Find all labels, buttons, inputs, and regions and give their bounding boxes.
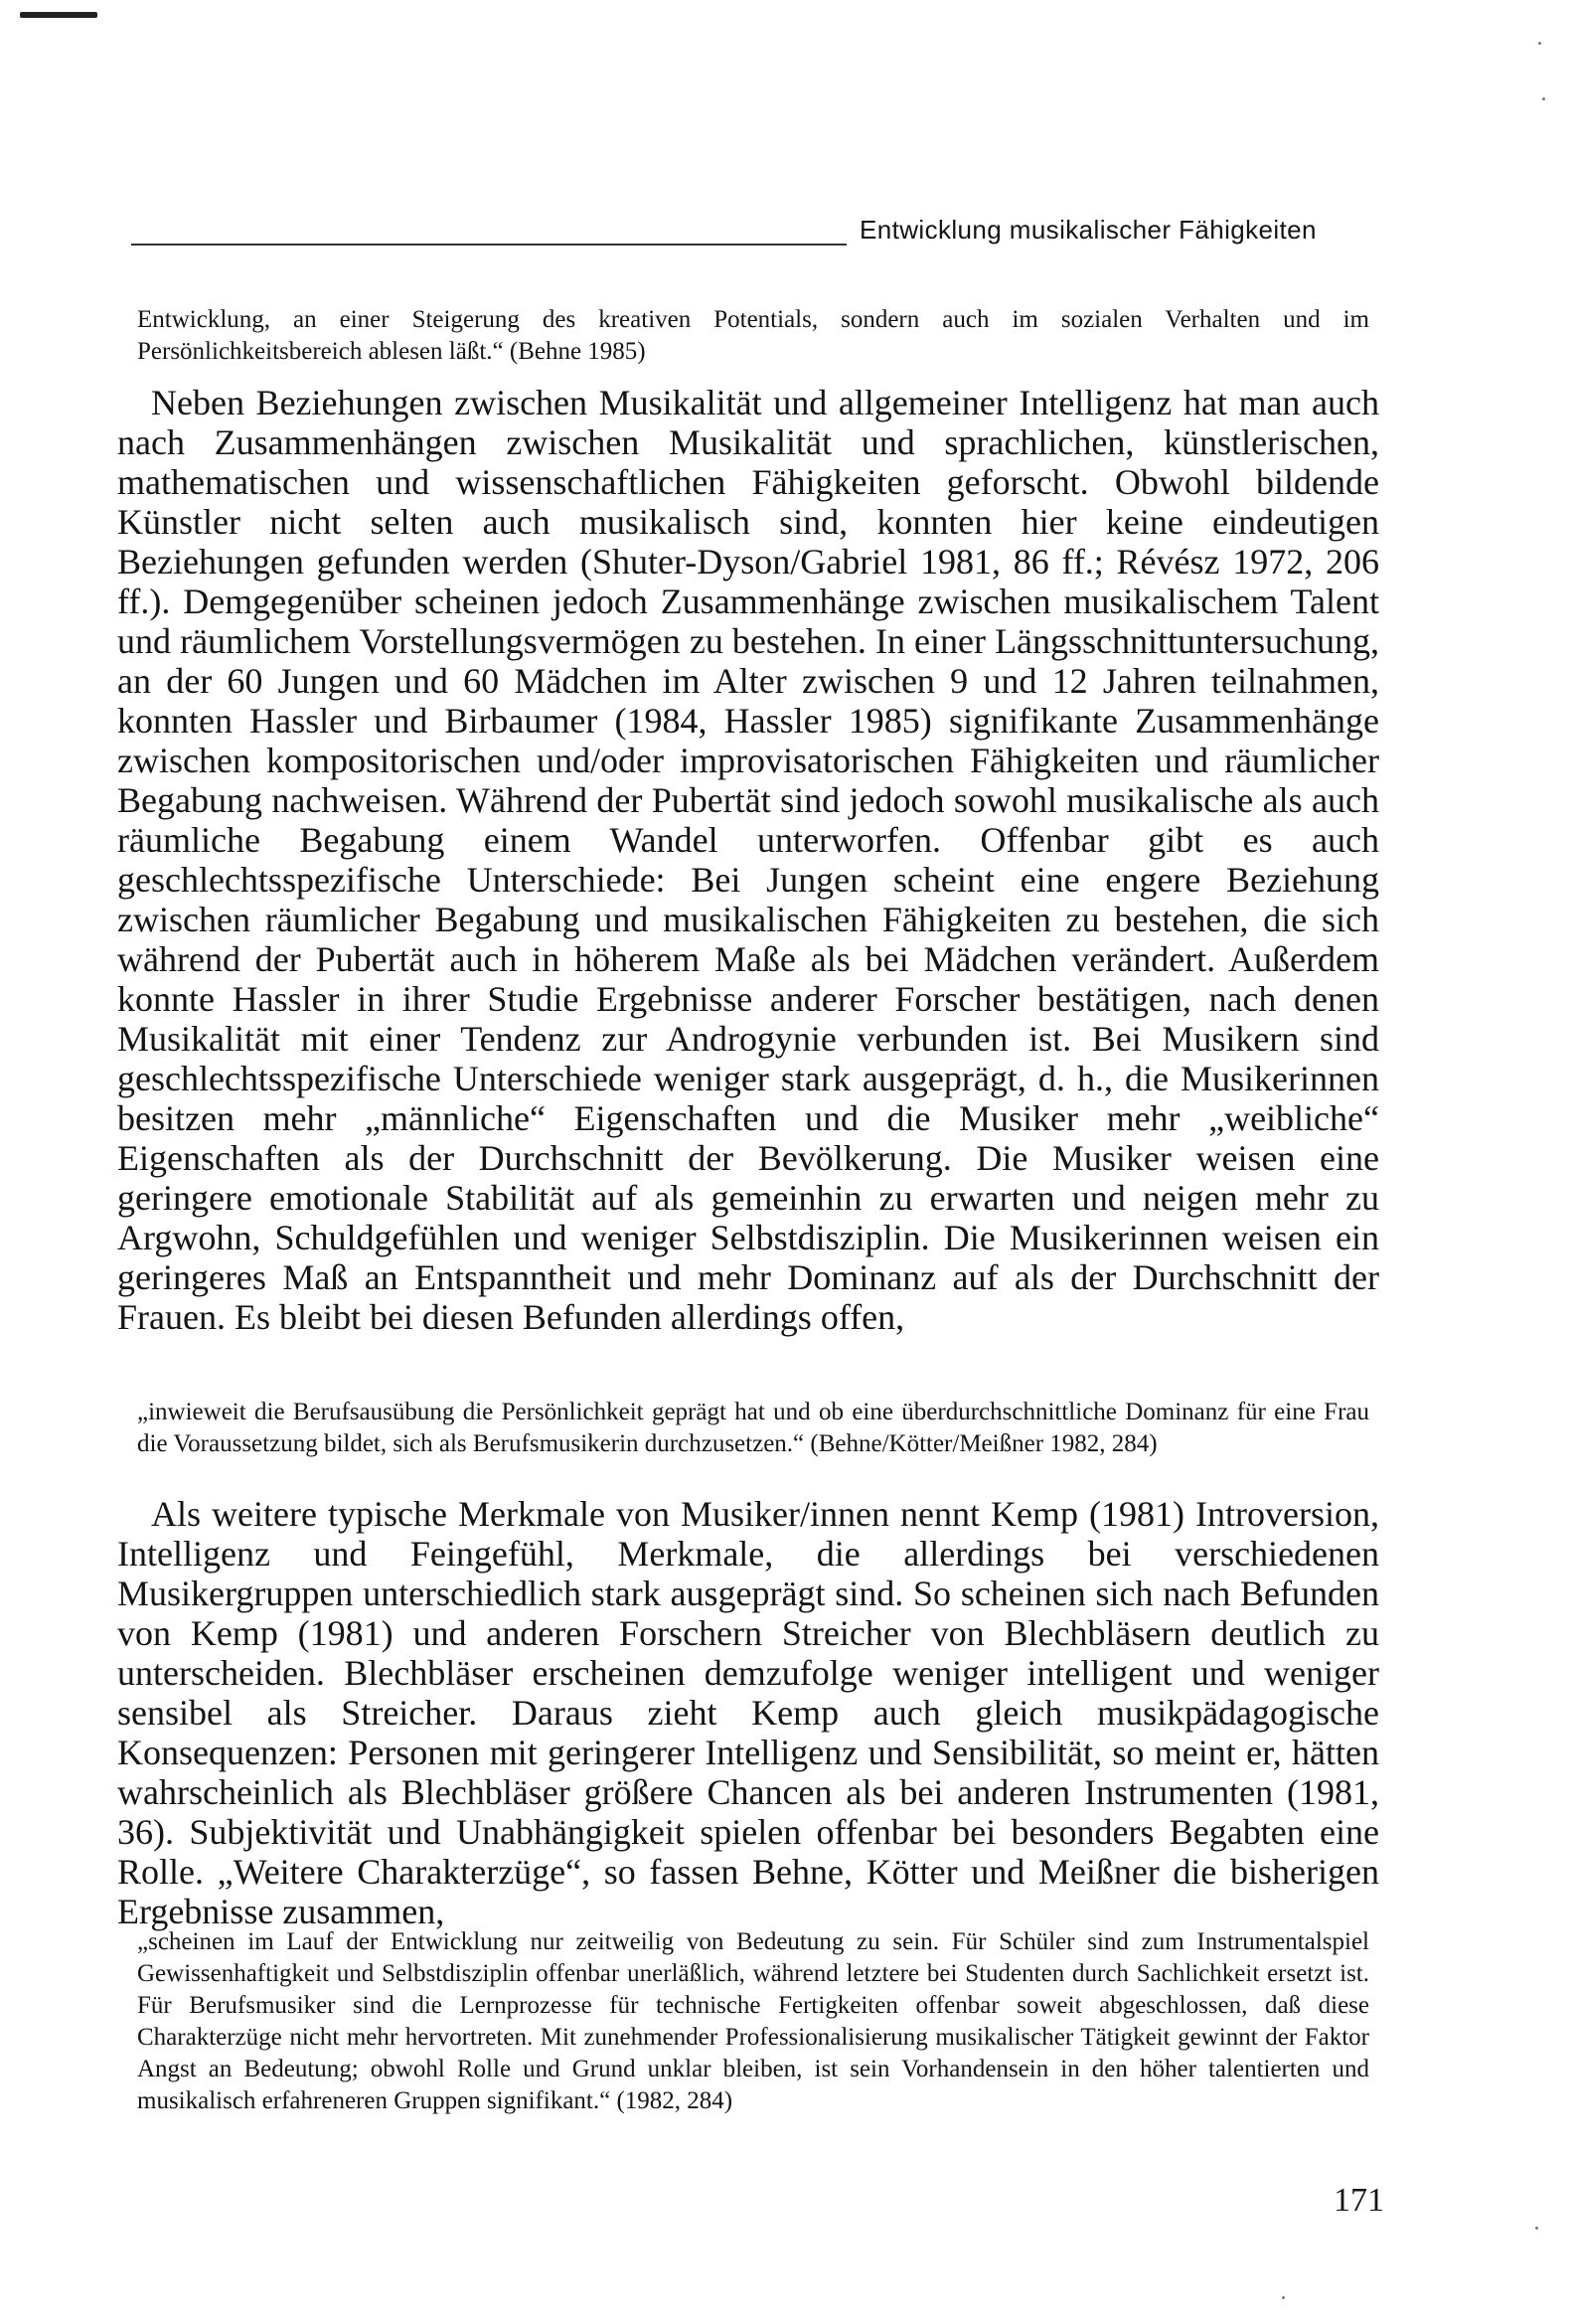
body-paragraph-2: Als weitere typische Merkmale von Musiker/innen nennt Kemp (1981) Introversion, Intelligenz und Feingefühl, Merkmale, die allerdings bei verschiedenen Musikergruppen unterschiedlich stark ausgeprägt sind. So scheinen sich nach Befunden von Kemp (1981) und anderen Forschern Streicher von Blechbläsern deutlich zu unterscheiden. Blechbläser erscheinen demzufolge weniger intelligent und weniger sensibel als Streicher. Daraus zieht Kemp auch gleich musikpädagogische Konsequenzen: Personen mit geringerer Intelligenz und Sensibilität, so meint er, hätten wahrscheinlich als Blechbläser größere Chancen als bei anderen Instrumenten (1981, 36). Subjektivität und Unabhängigkeit spielen offenbar bei besonders Begabten eine Rolle. „Weitere Charakterzüge“, so fassen Behne, Kötter und Meißner die bisherigen Ergebnisse zusammen, — [117, 1494, 1379, 1931]
body-paragraph-1: Neben Beziehungen zwischen Musikalität und allgemeiner Intelligenz hat man auch nach Zusammenhängen zwischen Musikalität und sprachlichen, künstlerischen, mathematischen und wissenschaftlichen Fähigkeiten geforscht. Obwohl bildende Künstler nicht selten auch musikalisch sind, konnten hier keine eindeutigen Beziehungen gefunden werden (Shuter-Dyson/Gabriel 1981, 86 ff.; Révész 1972, 206 ff.). Demgegenüber scheinen jedoch Zusammenhänge zwischen musikalischem Talent und räumlichem Vorstellungsvermögen zu bestehen. In einer Längsschnittuntersuchung, an der 60 Jungen und 60 Mädchen im Alter zwischen 9 und 12 Jahren teilnahmen, konnten Hassler und Birbaumer (1984, Hassler 1985) signifikante Zusammenhänge zwischen kompositorischen und/oder improvisatorischen Fähigkeiten und räumlicher Begabung nachweisen. Während der Pubertät sind jedoch sowohl musikalische als auch räumliche Begabung einem Wandel unterworfen. Offenbar gibt es auch geschlechtsspezifische Unterschiede: Bei Jungen scheint eine engere Beziehung zwischen räumlicher Begabung und musikalischen Fähigkeiten zu bestehen, die sich während der Pubertät auch in höherem Maße als bei Mädchen verändert. Außerdem konnte Hassler in ihrer Studie Ergebnisse anderer Forscher bestätigen, nach denen Musikalität mit einer Tendenz zur Androgynie verbunden ist. Bei Musikern sind geschlechtsspezifische Unterschiede weniger stark ausgeprägt, d. h., die Musikerinnen besitzen mehr „männliche“ Eigenschaften und die Musiker mehr „weibliche“ Eigenschaften als der Durchschnitt der Bevölkerung. Die Musiker weisen eine geringere emotionale Stabilität auf als gemeinhin zu erwarten und neigen mehr zu Argwohn, Schuldgefühlen und weniger Selbstdisziplin. Die Musikerinnen weisen ein geringeres Maß an Entspanntheit und mehr Dominanz auf als der Durchschnitt der Frauen. Es bleibt bei diesen Befunden allerdings offen, — [117, 383, 1379, 1337]
scan-speck — [1282, 2296, 1285, 2299]
quote-block-3: „scheinen im Lauf der Entwicklung nur zeitweilig von Bedeutung zu sein. Für Schüler sind zum Instrumentalspiel Gewissenhaftigkeit und Selbstdisziplin offenbar unerläßlich, während letztere bei Studenten durch Sachlichkeit ersetzt ist. Für Berufsmusiker sind die Lernprozesse für technische Fertigkeiten offenbar soweit abgeschlossen, daß diese Charakterzüge nicht mehr hervortreten. Mit zunehmender Professionalisierung musikalischer Tätigkeit gewinnt der Faktor Angst an Bedeutung; obwohl Rolle und Grund unklar bleiben, ist sein Vorhandensein in den höher talentierten und musikalisch erfahreneren Gruppen signifikant.“ (1982, 284) — [137, 1928, 1369, 2114]
quote-block-2: „inwieweit die Berufsausübung die Persönlichkeit geprägt hat und ob eine überdurchschnittliche Dominanz für eine Frau die Voraussetzung bildet, sich als Berufsmusikerin durchzusetzen.“ (Behne/Kötter/Meißner 1982, 284) — [137, 1399, 1369, 1457]
scan-speck — [1538, 42, 1541, 45]
scan-speck — [1542, 97, 1545, 100]
running-head: Entwicklung musikalischer Fähigkeiten — [860, 215, 1317, 245]
page-number: 171 — [1334, 2182, 1384, 2219]
scan-speck — [1535, 2227, 1538, 2230]
scan-edge-mark — [20, 12, 97, 18]
quote-block-1: Entwicklung, an einer Steigerung des kreativen Potentials, sondern auch im sozialen Verhalten und im Persönlichkeitsbereich ablesen läßt.“ (Behne 1985) — [137, 306, 1369, 365]
header-rule — [131, 244, 847, 246]
